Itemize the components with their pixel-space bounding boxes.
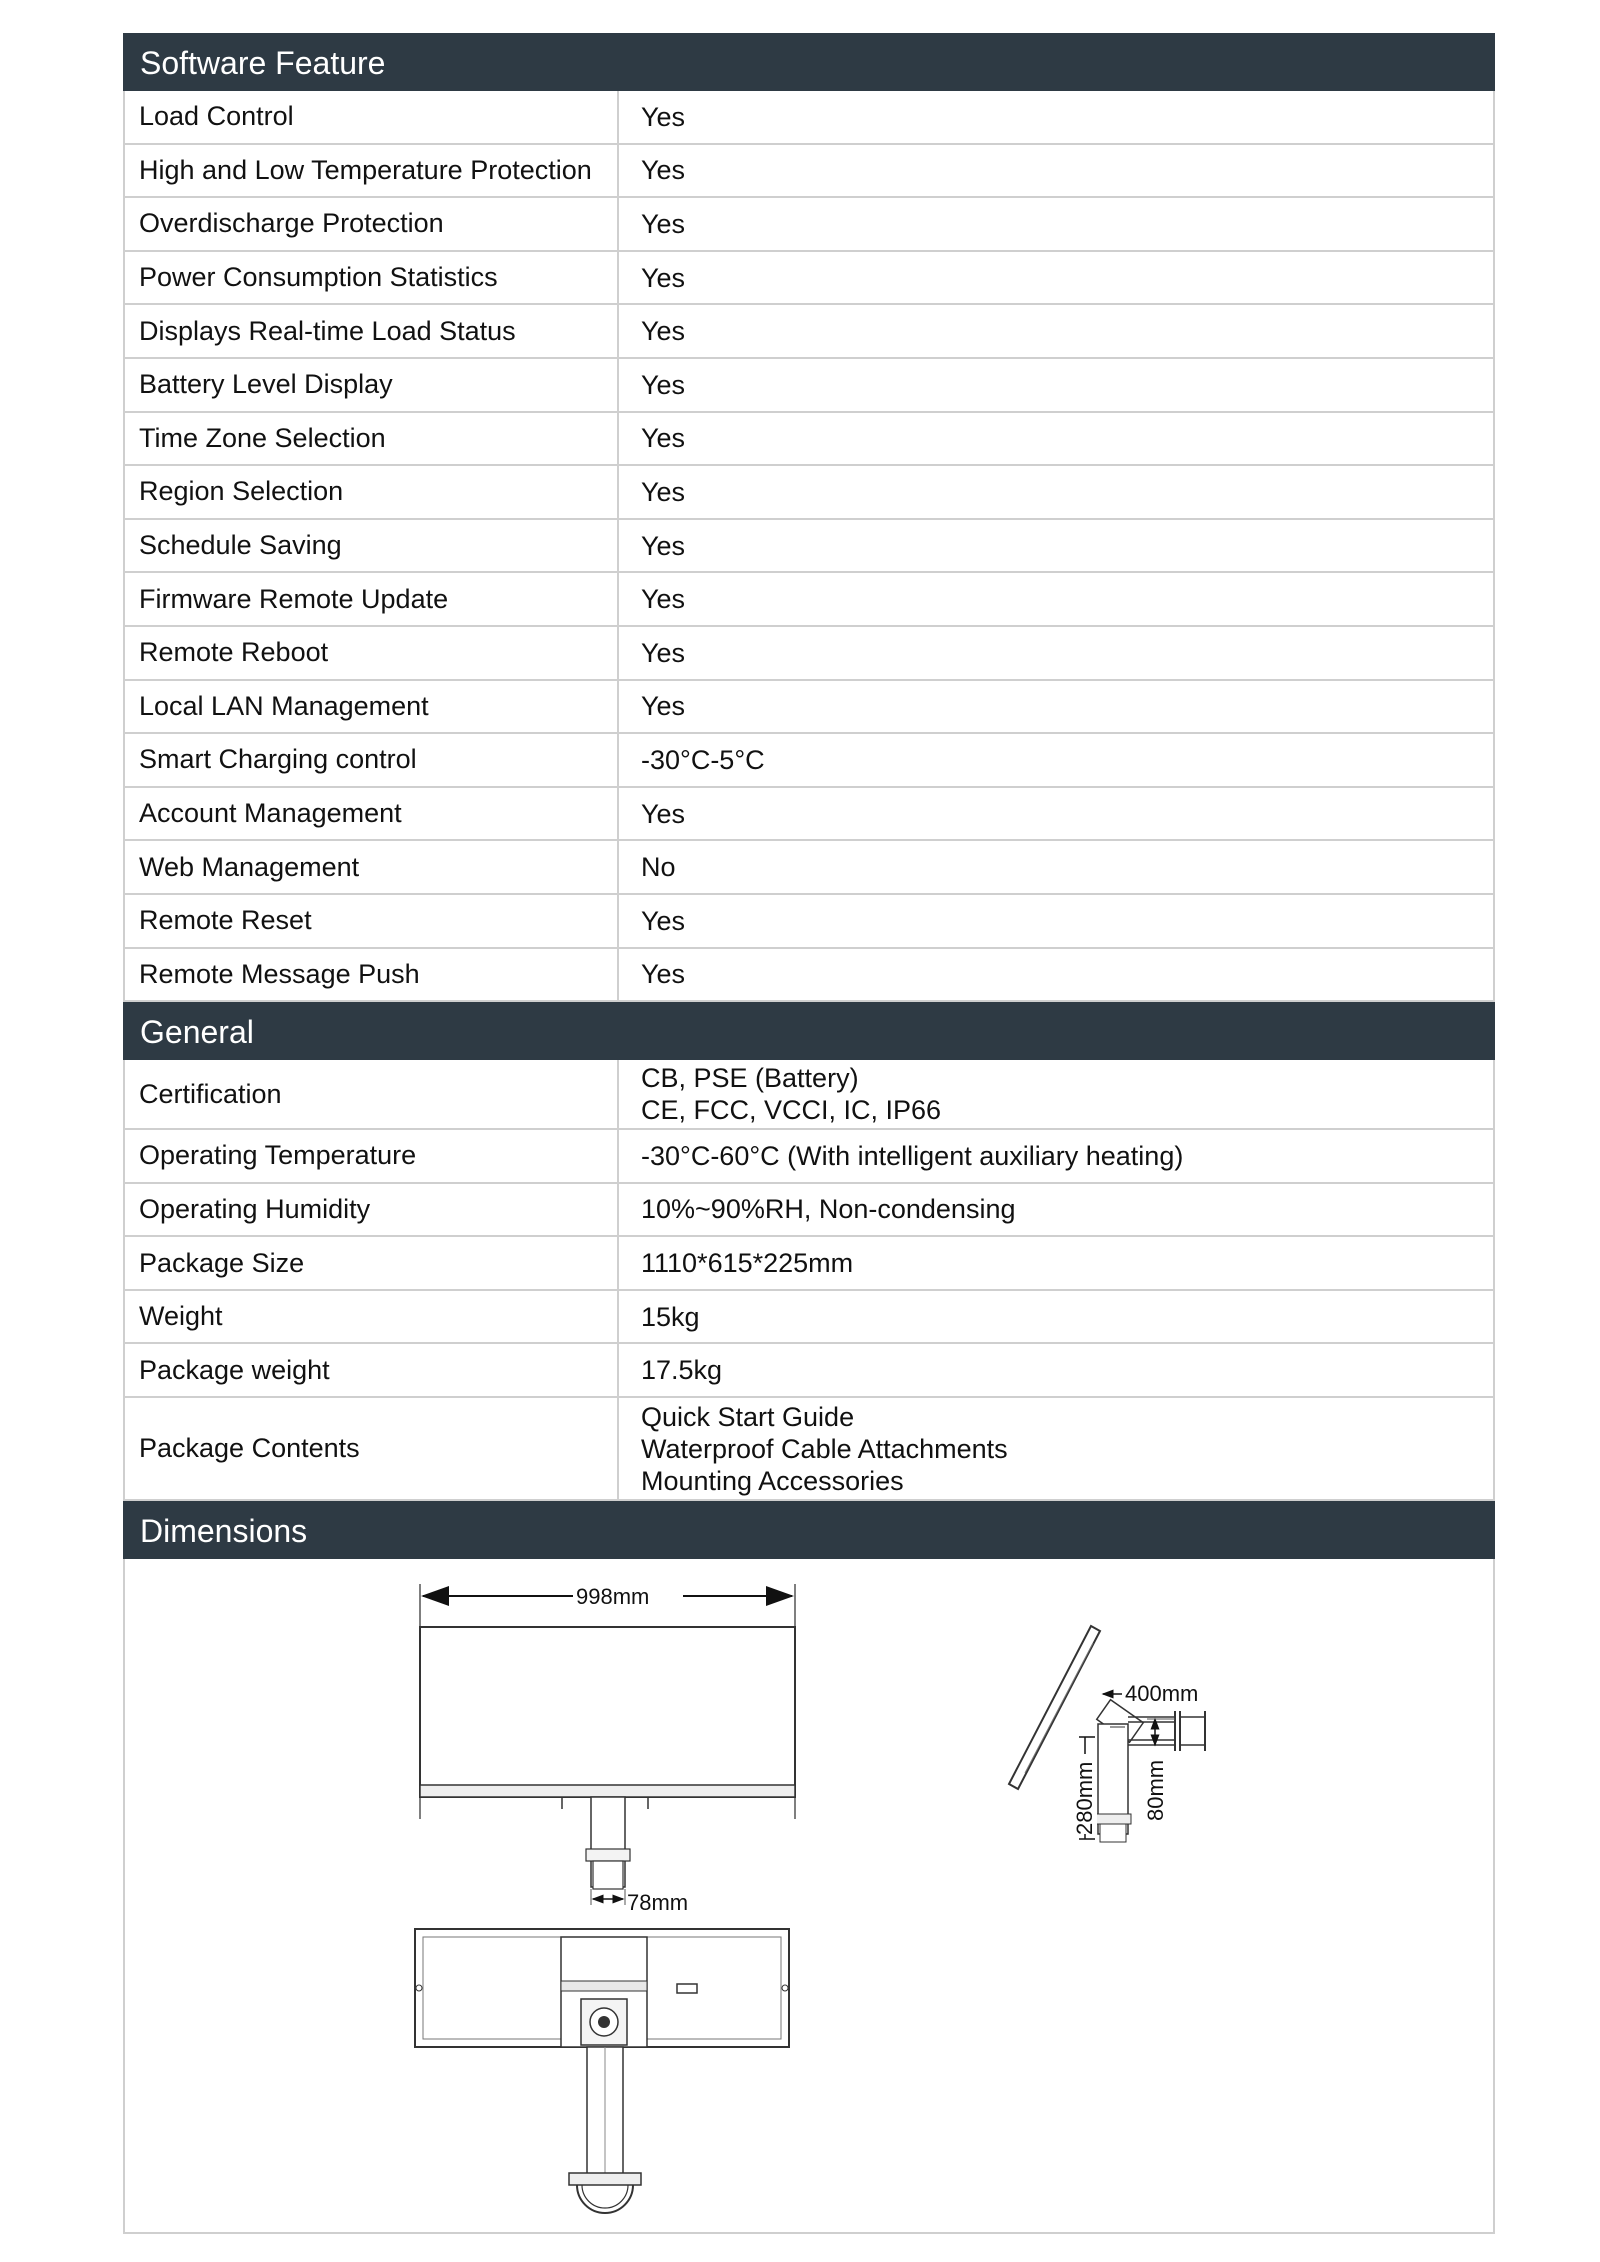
spec-sheet: [123, 33, 1495, 2234]
row-value: 1110*615*225mm: [641, 1248, 854, 1279]
row-label: Operating Humidity: [125, 1184, 619, 1236]
row-label: Time Zone Selection: [125, 413, 619, 465]
row-label: Account Management: [125, 788, 619, 840]
table-row: [123, 627, 1495, 681]
row-value: Yes: [641, 423, 686, 454]
table-row: [123, 198, 1495, 252]
row-label: Remote Reset: [125, 895, 619, 947]
section-header-dimensions: Dimensions: [123, 1501, 1495, 1559]
row-label: Schedule Saving: [125, 520, 619, 572]
certification-line: CB, PSE (Battery): [641, 1063, 859, 1094]
table-row: [123, 949, 1495, 1003]
row-value: Yes: [641, 369, 686, 400]
table-row: [123, 466, 1495, 520]
row-value: -30°C-5°C: [641, 744, 765, 775]
table-row: [123, 1344, 1495, 1398]
side-view: [1009, 1626, 1208, 1842]
row-label: Smart Charging control: [125, 734, 619, 786]
table-row: [123, 788, 1495, 842]
height-dimension-label: 280mm: [1072, 1761, 1097, 1836]
row-label: Displays Real-time Load Status: [125, 305, 619, 357]
row-value: Yes: [641, 262, 686, 293]
row-value: Yes: [641, 959, 686, 990]
dimensions-drawing-area: [123, 1559, 1495, 2234]
row-value: 10%~90%RH, Non-condensing: [641, 1194, 1016, 1225]
package-content-line: Waterproof Cable Attachments: [641, 1433, 1008, 1464]
software-feature-table: [123, 91, 1495, 1002]
table-row: [123, 1184, 1495, 1238]
table-row: [123, 1291, 1495, 1345]
row-label: Overdischarge Protection: [125, 198, 619, 250]
table-row: [123, 1130, 1495, 1184]
row-label: Weight: [125, 1291, 619, 1343]
section-header-general: General: [123, 1002, 1495, 1060]
package-content-line: Quick Start Guide: [641, 1401, 855, 1432]
row-label: Local LAN Management: [125, 681, 619, 733]
table-row: [123, 305, 1495, 359]
row-value: 17.5kg: [641, 1355, 723, 1386]
row-value: Yes: [641, 530, 686, 561]
row-label: Certification: [125, 1060, 619, 1128]
row-value: -30°C-60°C (With intelligent auxiliary heating): [641, 1140, 1184, 1171]
table-row: [123, 1398, 1495, 1501]
row-label: Web Management: [125, 841, 619, 893]
package-content-line: Mounting Accessories: [641, 1465, 904, 1496]
certification-line: CE, FCC, VCCI, IC, IP66: [641, 1095, 942, 1126]
row-label: Package weight: [125, 1344, 619, 1396]
row-value: No: [641, 852, 676, 883]
row-label: Load Control: [125, 91, 619, 143]
front-view-panel: [420, 1581, 795, 1915]
row-label: Package Contents: [125, 1398, 619, 1499]
row-label: Battery Level Display: [125, 359, 619, 411]
row-label: Remote Reboot: [125, 627, 619, 679]
row-value: Yes: [641, 101, 686, 132]
table-row: [123, 520, 1495, 574]
table-row: [123, 841, 1495, 895]
row-value: Yes: [641, 637, 686, 668]
table-row: [123, 252, 1495, 306]
table-row: [123, 681, 1495, 735]
arm-length-label: 400mm: [1125, 1681, 1199, 1707]
row-value: 15kg: [641, 1301, 700, 1332]
table-row: [123, 359, 1495, 413]
row-value: Yes: [641, 584, 686, 615]
row-value: Yes: [641, 905, 686, 936]
table-row: [123, 895, 1495, 949]
table-row: [123, 145, 1495, 199]
row-value: Yes: [641, 798, 686, 829]
row-label: Remote Message Push: [125, 949, 619, 1001]
row-value: Yes: [641, 316, 686, 347]
table-row: [123, 91, 1495, 145]
clamp-dimension-label: 80mm: [1143, 1759, 1168, 1822]
table-row: [123, 413, 1495, 467]
row-value: Yes: [641, 208, 686, 239]
row-label: Firmware Remote Update: [125, 573, 619, 625]
row-label: High and Low Temperature Protection: [125, 145, 619, 197]
row-value: [619, 1060, 1493, 1128]
general-table: [123, 1060, 1495, 1501]
row-value: Yes: [641, 691, 686, 722]
section-header-software: Software Feature: [123, 33, 1495, 91]
width-dimension-label: 998mm: [576, 1584, 650, 1610]
dimensions-drawing: [125, 1559, 1497, 2234]
row-label: Power Consumption Statistics: [125, 252, 619, 304]
bracket-width-label: 78mm: [627, 1890, 689, 1916]
table-row: [123, 1060, 1495, 1130]
row-value: Yes: [641, 476, 686, 507]
back-view-panel: [415, 1929, 789, 2213]
row-label: Operating Temperature: [125, 1130, 619, 1182]
table-row: [123, 573, 1495, 627]
table-row: [123, 1237, 1495, 1291]
row-label: Region Selection: [125, 466, 619, 518]
row-label: Package Size: [125, 1237, 619, 1289]
row-value: [619, 1398, 1493, 1499]
row-value: Yes: [641, 155, 686, 186]
table-row: [123, 734, 1495, 788]
